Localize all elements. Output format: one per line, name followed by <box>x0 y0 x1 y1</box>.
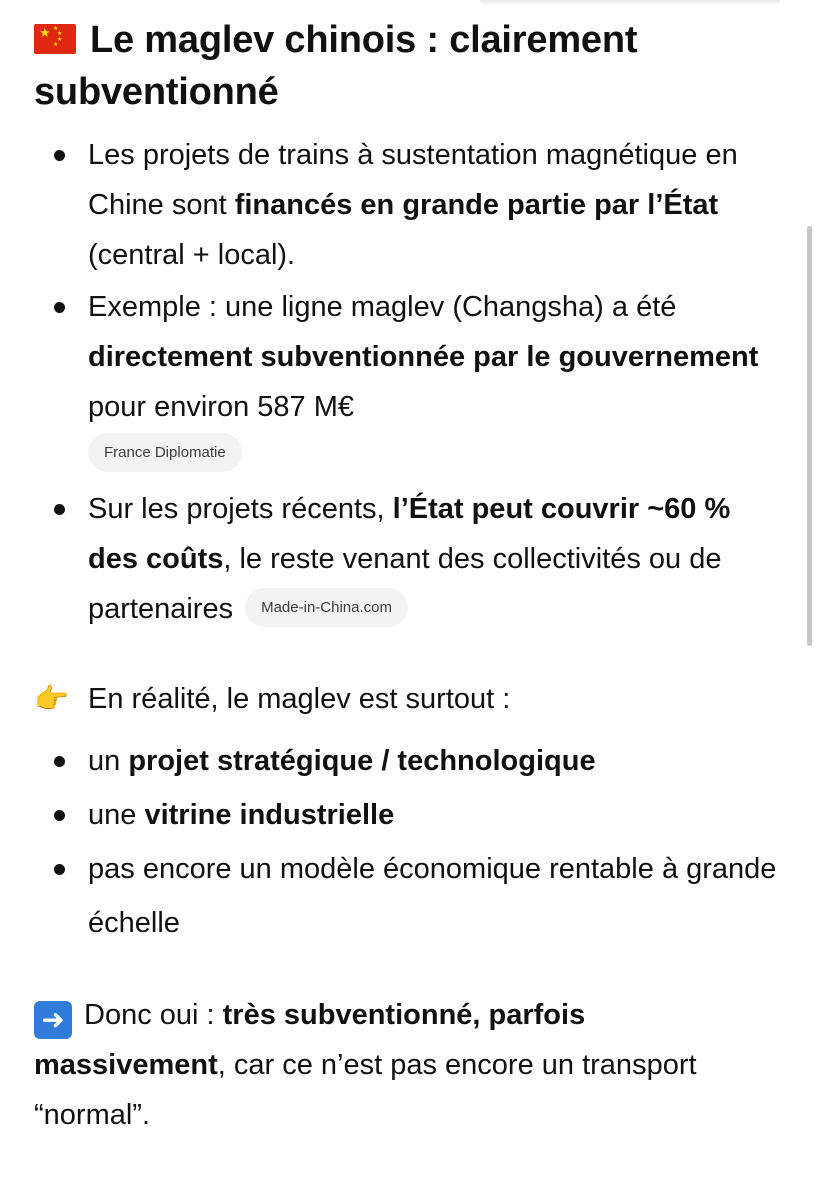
right-arrow-icon: ➜ <box>34 1001 72 1039</box>
section-title <box>34 14 784 118</box>
china-flag-icon: ★ ★ ★ ★ ★ <box>34 24 76 54</box>
reality-intro: 👉 En réalité, le maglev est surtout : <box>34 674 784 724</box>
source-chip-france-diplomatie[interactable]: France Diplomatie <box>88 433 242 472</box>
list-item: Exemple : une ligne maglev (Changsha) a été directement subventionnée par le gouvernement pour environ 587 M€ France Diplomatie <box>34 282 784 482</box>
list-item: Les projets de trains à sustentation magnétique en Chine sont financés en grande partie par l’État (central + local). <box>34 130 784 280</box>
subsidy-bullet-list <box>34 130 784 634</box>
top-edge-shadow <box>480 0 780 6</box>
section-title-text: Le maglev chinois : clairement subventionné <box>34 19 638 113</box>
pointing-hand-icon: 👉 <box>34 683 69 714</box>
list-item: un projet stratégique / technologique <box>34 734 784 788</box>
conclusion-paragraph: ➜ Donc oui : très subventionné, parfois massivement, car ce n’est pas encore un transport “normal”. <box>34 999 697 1131</box>
list-item: Sur les projets récents, l’État peut couvrir ~60 % des coûts, le reste venant des collectivités ou de partenaires Made-in-China.com <box>34 484 784 634</box>
source-chip-made-in-china[interactable]: Made-in-China.com <box>245 588 408 627</box>
list-item: pas encore un modèle économique rentable à grande échelle <box>34 842 784 950</box>
list-item: une vitrine industrielle <box>34 788 784 842</box>
reality-bullet-list <box>34 734 784 950</box>
message-content <box>34 14 784 1140</box>
scrollbar[interactable] <box>807 226 812 646</box>
